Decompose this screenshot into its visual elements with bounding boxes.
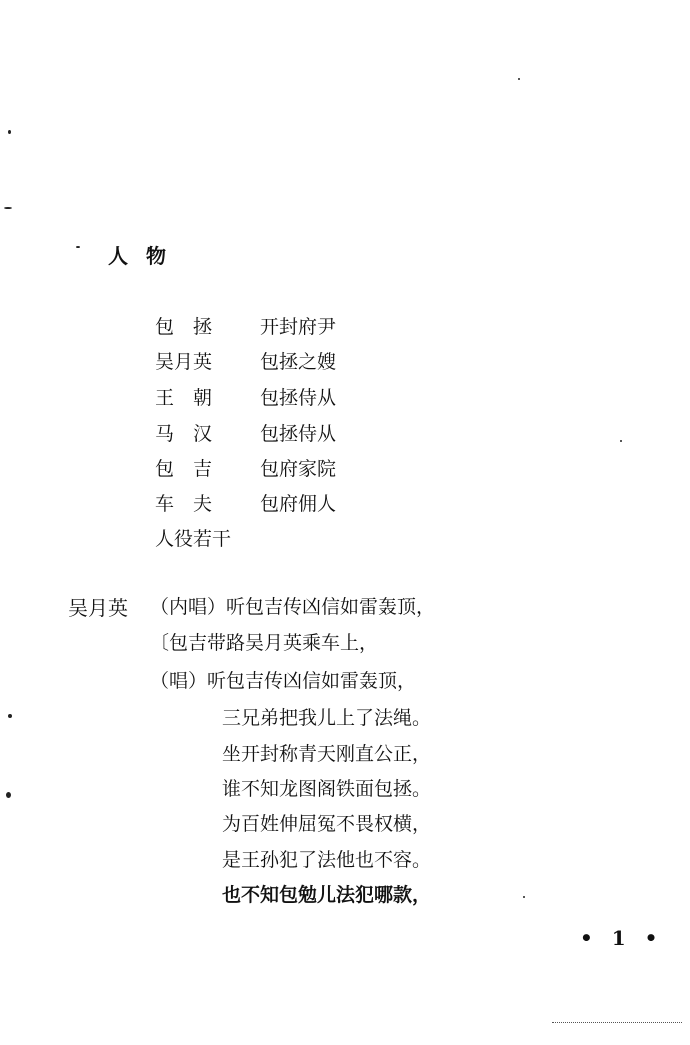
scan-speck: [518, 78, 520, 80]
character-name: 马 汉: [155, 423, 213, 445]
character-name: 吴月英: [155, 351, 213, 373]
speaker-name: 吴月英: [68, 596, 128, 620]
dramatis-personae-heading: 人物: [108, 244, 184, 268]
verse-line: 也不知包勉儿法犯哪款，: [222, 884, 432, 906]
scan-speck: [620, 440, 622, 442]
extras-label: 人役若干: [155, 528, 232, 550]
verse-line: 是王孙犯了法他也不容。: [222, 849, 432, 871]
character-name: 车 夫: [155, 493, 213, 515]
character-name: 包 吉: [155, 458, 213, 480]
page-number: • 1 •: [580, 926, 664, 950]
character-role: 包拯之嫂: [260, 351, 337, 373]
character-role: 包府佣人: [260, 493, 337, 515]
verse-line: 三兄弟把我儿上了法绳。: [222, 707, 432, 729]
character-name: 包 拯: [155, 316, 213, 338]
verse-line: 坐开封称青天刚直公正，: [222, 743, 432, 765]
character-role: 包拯侍从: [260, 423, 337, 445]
scan-speck: [76, 246, 80, 248]
scan-speck: [6, 792, 11, 798]
character-role: 开封府尹: [260, 316, 337, 338]
character-name: 王 朝: [155, 387, 213, 409]
sung-line: （唱）听包吉传凶信如雷轰顶，: [150, 670, 417, 692]
scan-speck: [8, 130, 11, 134]
scan-speck: [523, 896, 525, 898]
character-role: 包府家院: [260, 458, 337, 480]
scan-speck: [4, 207, 12, 209]
verse-line: 为百姓伸屈冤不畏权横，: [222, 813, 432, 835]
stage-direction: 〔包吉带路吴月英乘车上，: [150, 632, 379, 654]
scan-edge-line: [552, 1022, 682, 1025]
character-role: 包拯侍从: [260, 387, 337, 409]
sung-line: （内唱）听包吉传凶信如雷轰顶，: [150, 596, 436, 618]
verse-line: 谁不知龙图阁铁面包拯。: [222, 778, 432, 800]
scan-speck: [8, 714, 12, 718]
